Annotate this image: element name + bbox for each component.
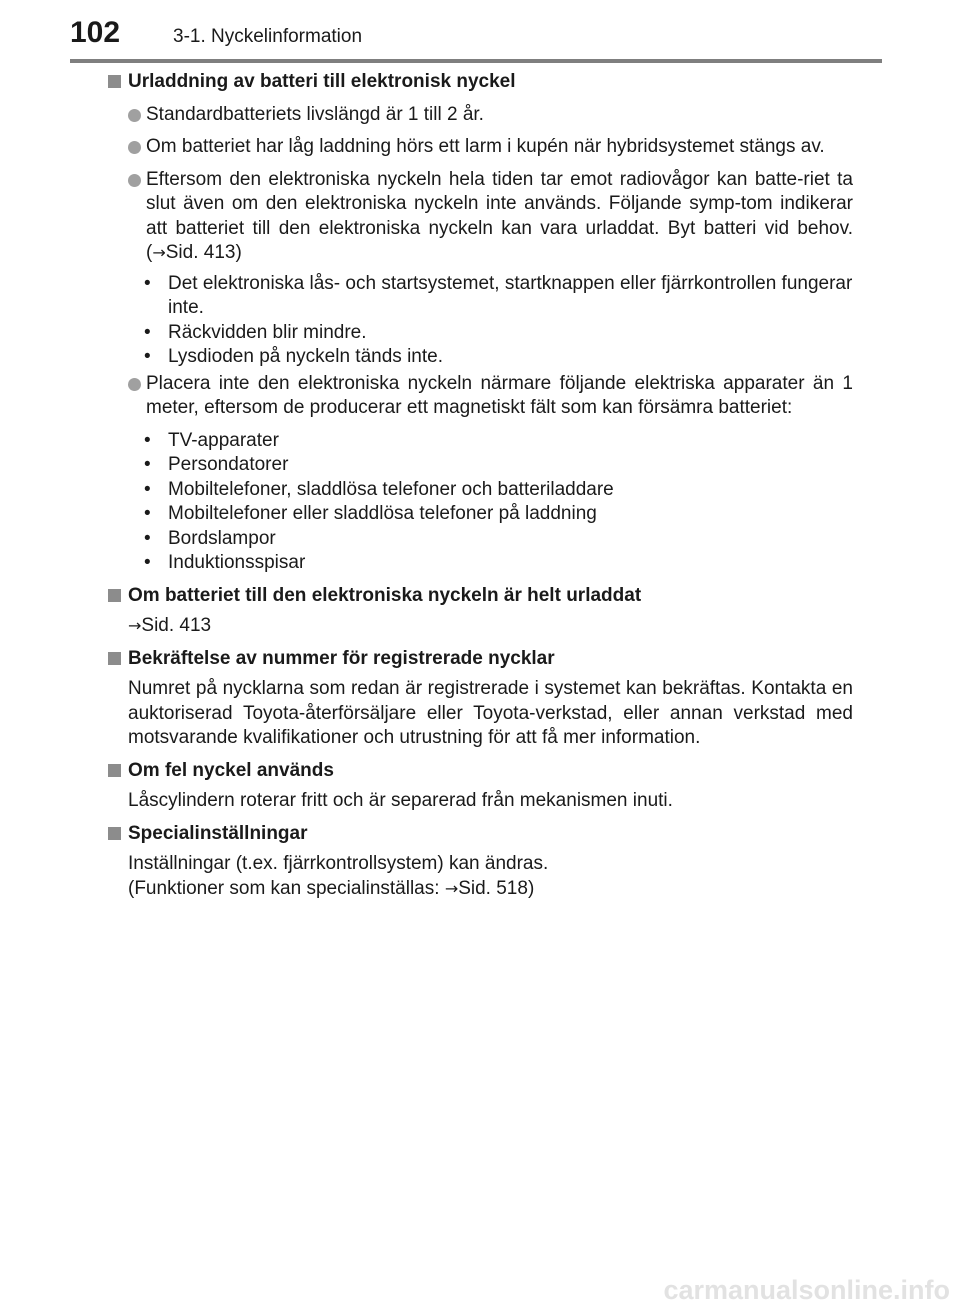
bullet-text: Om batteriet har låg laddning hörs ett larm i kupén när hybridsystemet stängs av. [146,136,825,157]
circle-bullet-icon [128,378,141,391]
dot-bullet-icon: • [144,503,151,524]
circle-bullet-icon [128,109,141,122]
section-title: Bekräftelse av nummer för registrerade nycklar [128,647,555,669]
section-text: Låscylindern roterar fritt och är separerad från mekanismen inuti. [128,790,673,811]
square-bullet-icon [108,589,121,602]
dot-bullet-icon: • [144,478,151,500]
page-number: 102 [70,16,121,49]
list-item [130,502,853,527]
section-heading [108,759,853,784]
square-bullet-icon [108,652,121,665]
dot-bullet-icon: • [144,272,151,294]
list-item-text: Mobiltelefoner eller sladdlösa telefoner på laddning [168,503,597,524]
bullet-item [108,168,853,266]
circle-bullet-icon [128,141,141,154]
header-divider [70,59,882,63]
section-heading [108,647,853,672]
square-bullet-icon [108,827,121,840]
list-item [130,527,853,552]
bullet-item [108,103,853,128]
list-item [130,453,853,478]
bullet-text: Standardbatteriets livslängd är 1 till 2 år. [146,103,484,125]
bullet-item [108,135,853,160]
section-text: Numret på nycklarna som redan är registrerade i systemet kan bekräftas. Kontakta en auktoriserad Toyota-återförsäljare eller Toyota-verkstad, eller annan verkstad med motsvarande kvalifikationer och utrustning för att få mer information. [128,678,853,748]
list-item [130,429,853,454]
list-item-text: Induktionsspisar [168,552,306,573]
page-content [108,70,853,901]
dot-bullet-icon: • [144,346,151,367]
arrow-icon: → [152,243,166,262]
list-item [130,321,853,346]
dot-bullet-icon: • [144,321,151,343]
section-heading [108,822,853,847]
dot-bullet-icon: • [144,429,151,451]
circle-bullet-icon [128,174,141,187]
square-bullet-icon [108,75,121,88]
chapter-title: 3-1. Nyckelinformation [173,26,363,47]
list-item [130,551,853,576]
device-list [108,429,853,576]
dot-bullet-icon: • [144,552,151,573]
arrow-icon: → [128,616,142,635]
bullet-item [108,372,853,421]
list-item [130,478,853,503]
dot-bullet-icon: • [144,454,151,475]
section-title: Om batteriet till den elektroniska nyckeln är helt urladdat [128,584,642,606]
dot-bullet-icon: • [144,527,151,549]
section-text: Inställningar (t.ex. fjärrkontrollsystem) kan ändras. [128,853,549,874]
section-text-prefix: (Funktioner som kan specialinställas: [128,877,445,899]
page-reference[interactable]: Sid. 413 [141,615,212,636]
bullet-text: Placera inte den elektroniska nyckeln närmare följande elektriska apparater än 1 meter, eftersom de producerar ett magnetiskt fält som kan försämra batteriet: [146,372,853,418]
page-reference[interactable]: Sid. 518) [458,877,535,899]
section-title: Urladdning av batteri till elektronisk nyckel [128,71,516,92]
section-title: Specialinställningar [128,822,308,844]
list-item-text: Det elektroniska lås- och startsystemet, startknappen eller fjärrkontrollen fungerar inte. [168,272,853,318]
list-item [130,272,853,321]
section-text [108,614,853,639]
section-text [108,877,853,902]
list-item-text: Bordslampor [168,527,276,549]
section-heading [108,70,853,95]
list-item-text: TV-apparater [168,429,279,451]
square-bullet-icon [108,764,121,777]
bullet-text: Eftersom den elektroniska nyckeln hela tiden tar emot radiovågor kan batte-riet ta slut även om den elektroniska nyckeln inte används. Följande symp-tom indikerar att batteriet till den elektroniska nyckeln kan vara urladdat. Byt batteri vid behov. ( [146,168,853,263]
list-item [130,345,853,370]
list-item-text: Lysdioden på nyckeln tänds inte. [168,346,443,367]
list-item-text: Persondatorer [168,454,289,475]
list-item-text: Räckvidden blir mindre. [168,321,367,343]
symptom-list [108,272,853,370]
watermark: carmanualsonline.info [663,1275,950,1305]
arrow-icon: → [444,878,459,898]
section-title: Om fel nyckel används [128,759,334,781]
section-heading [108,584,853,609]
page-reference[interactable]: Sid. 413) [165,242,242,263]
list-item-text: Mobiltelefoner, sladdlösa telefoner och batteriladdare [168,478,614,500]
